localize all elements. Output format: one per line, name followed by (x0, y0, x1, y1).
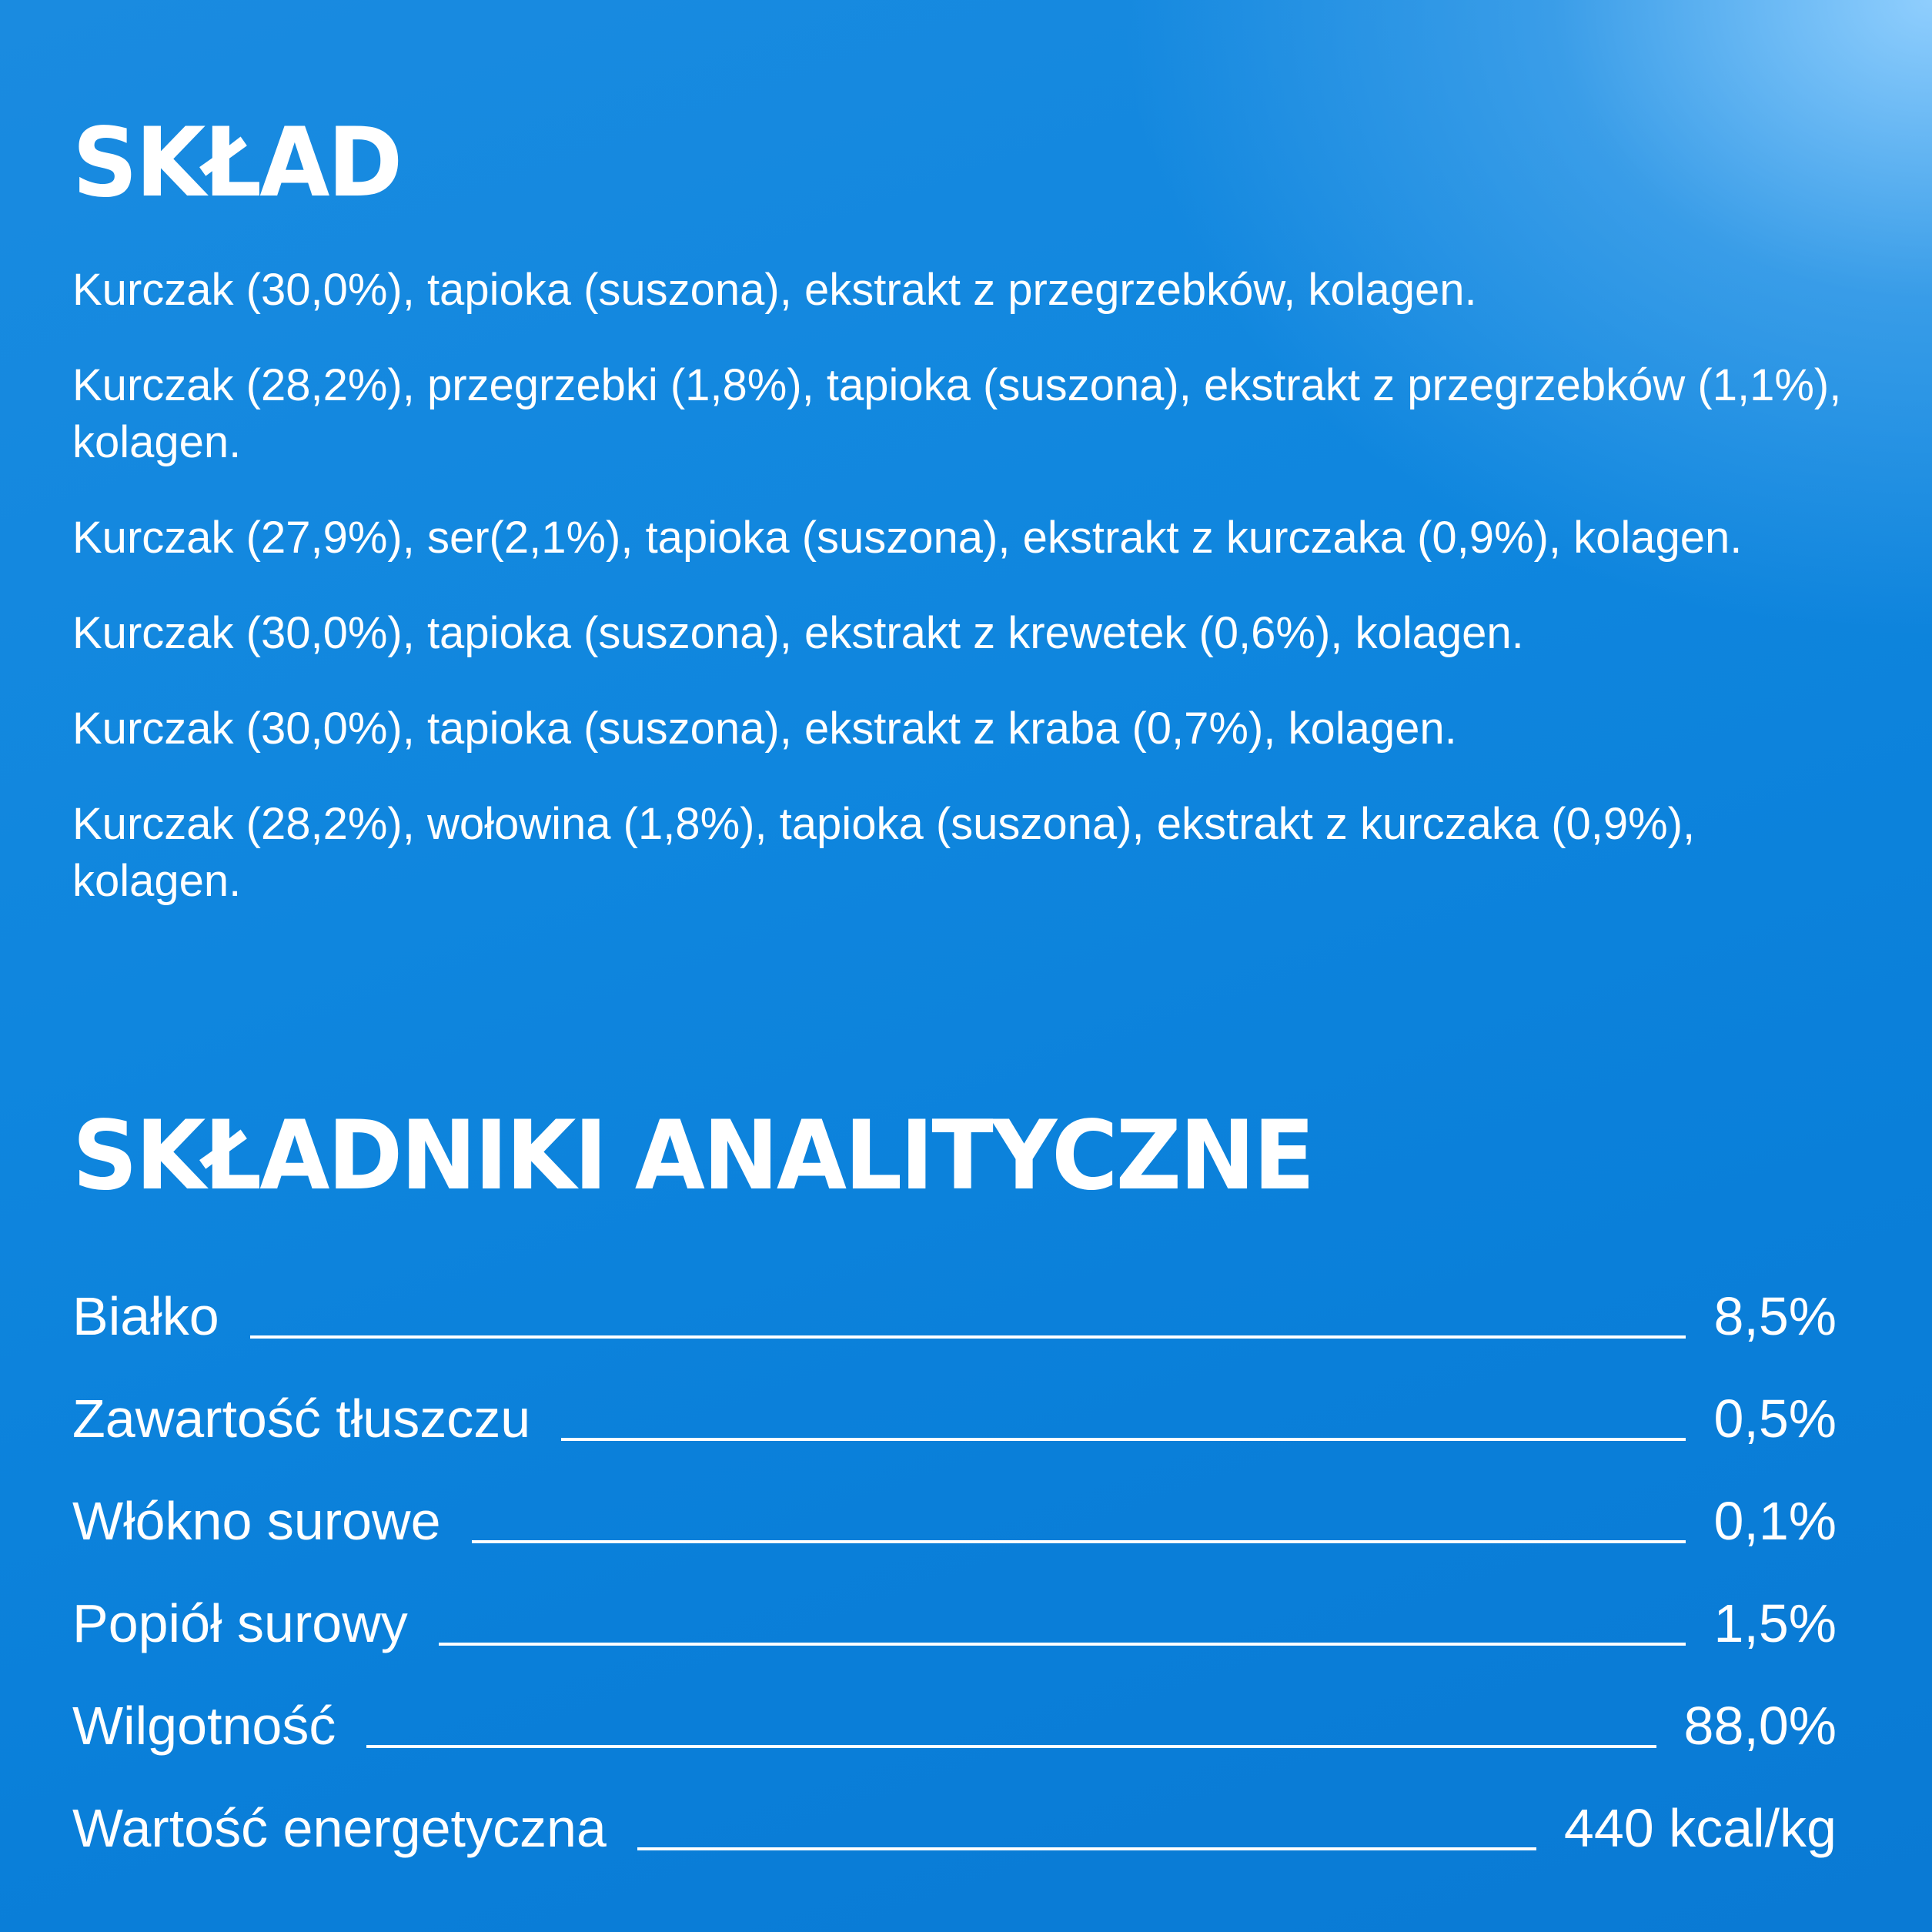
analysis-value: 0,5% (1713, 1389, 1837, 1449)
composition-title: SKŁAD (72, 108, 401, 219)
analysis-label: Włókno surowe (72, 1491, 441, 1551)
analysis-row-fibre (72, 1459, 1837, 1562)
ingredient-line: Kurczak (30,0%), tapioka (suszona), ekstrakt z przegrzebków, kolagen. (72, 265, 1477, 315)
analysis-row-ash (72, 1562, 1837, 1664)
ingredient-line: Kurczak (28,2%), wołowina (1,8%), tapioka (suszona), ekstrakt z kurczaka (0,9%), kolagen. (72, 799, 1696, 906)
analysis-value: 0,1% (1713, 1491, 1837, 1551)
analysis-row-fat (72, 1357, 1837, 1459)
analysis-label: Popiół surowy (72, 1593, 408, 1653)
analysis-value: 1,5% (1713, 1593, 1837, 1653)
leader-line (366, 1745, 1656, 1748)
analysis-title: SKŁADNIKI ANALITYCZNE (72, 1101, 1313, 1212)
leader-line (250, 1335, 1686, 1339)
leader-line (637, 1847, 1536, 1850)
analysis-label: Wartość energetyczna (72, 1798, 607, 1858)
ingredient-line: Kurczak (28,2%), przegrzebki (1,8%), tapioka (suszona), ekstrakt z przegrzebków (1,1%), kolagen. (72, 360, 1842, 467)
analysis-row-moisture (72, 1664, 1837, 1767)
analysis-row-protein (72, 1255, 1837, 1357)
analysis-label: Białko (72, 1286, 219, 1346)
analysis-label: Zawartość tłuszczu (72, 1389, 531, 1449)
leader-line (561, 1438, 1686, 1441)
analysis-value: 88,0% (1683, 1696, 1837, 1756)
analysis-value: 8,5% (1713, 1286, 1837, 1346)
analysis-value: 440 kcal/kg (1563, 1798, 1837, 1858)
ingredients-list (72, 262, 1874, 948)
ingredient-line: Kurczak (30,0%), tapioka (suszona), ekstrakt z kraba (0,7%), kolagen. (72, 704, 1457, 754)
ingredient-line: Kurczak (30,0%), tapioka (suszona), ekstrakt z krewetek (0,6%), kolagen. (72, 608, 1524, 658)
analysis-row-energy (72, 1767, 1837, 1869)
leader-line (439, 1643, 1686, 1646)
analysis-label: Wilgotność (72, 1696, 336, 1756)
ingredient-line: Kurczak (27,9%), ser(2,1%), tapioka (suszona), ekstrakt z kurczaka (0,9%), kolagen. (72, 513, 1743, 563)
leader-line (472, 1540, 1686, 1543)
analysis-table (72, 1255, 1837, 1869)
